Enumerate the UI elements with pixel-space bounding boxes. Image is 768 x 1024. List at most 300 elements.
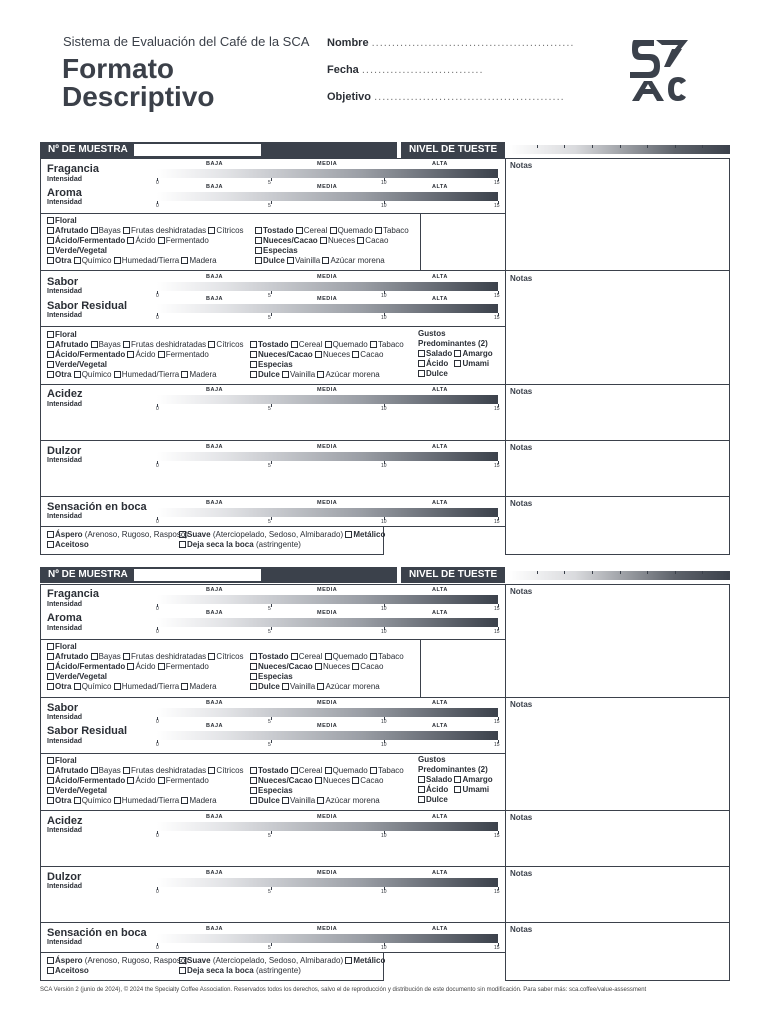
descriptor-tostado: Tostado [258, 340, 289, 349]
boca-suave: Suave [187, 956, 211, 965]
notas-box[interactable] [505, 158, 730, 271]
scale-number: 0 [156, 742, 159, 748]
checkbox[interactable] [208, 767, 215, 774]
checkbox[interactable] [255, 257, 262, 264]
roast-tick [647, 571, 648, 574]
boca-aceitoso: Aceitoso [55, 540, 89, 549]
intensity-gradient-bar[interactable] [157, 282, 498, 291]
scale-label-alta: ALTA [432, 870, 448, 876]
checkbox[interactable] [317, 683, 324, 690]
checkbox[interactable] [158, 351, 165, 358]
scale-number: 0 [156, 293, 159, 299]
roast-tick [647, 145, 648, 148]
scale-tick [271, 943, 272, 946]
sabor-descriptors-right [250, 340, 404, 380]
descriptor-verde: Verde/Vegetal [55, 246, 108, 255]
checkbox[interactable] [123, 341, 130, 348]
checkbox[interactable] [47, 957, 54, 964]
checkbox[interactable] [454, 776, 461, 783]
scale-number: 5 [268, 833, 271, 839]
scale-label-media: MEDIA [317, 723, 338, 729]
scale-label-baja: BAJA [206, 296, 223, 302]
descriptor-cereal: Cereal [298, 340, 323, 349]
intensidad-label: Intensidad [47, 288, 83, 295]
descriptor-tostado: Tostado [258, 766, 289, 775]
boca-suave-detail: (Aterciopelado, Sedoso, Almibarado) [212, 530, 344, 539]
checkbox[interactable] [345, 531, 352, 538]
form-title-line2: Descriptivo [62, 81, 215, 112]
checkbox[interactable] [208, 227, 215, 234]
boca-aspero-detail: (Arenoso, Rugoso, Rasposo) [84, 956, 188, 965]
checkbox[interactable] [158, 777, 165, 784]
scale-tick [271, 178, 272, 181]
sample-number-input[interactable] [134, 569, 261, 581]
gusto-amargo: Amargo [462, 775, 493, 784]
scale-number: 15 [494, 519, 500, 525]
descriptor-floral: Floral [55, 756, 77, 765]
checkbox[interactable] [291, 341, 298, 348]
scale-number: 15 [494, 315, 500, 321]
checkbox[interactable] [250, 673, 257, 680]
notas-box[interactable] [505, 440, 730, 497]
scale-label-alta: ALTA [432, 387, 448, 393]
scale-tick [271, 887, 272, 890]
boca-aspero: Áspero [55, 530, 83, 539]
scale-number: 10 [381, 742, 387, 748]
checkbox[interactable] [296, 227, 303, 234]
gusto-salado: Salado [426, 349, 453, 358]
checkbox[interactable] [47, 341, 54, 348]
checkbox[interactable] [123, 227, 130, 234]
checkbox[interactable] [250, 777, 257, 784]
checkbox[interactable] [250, 341, 257, 348]
checkbox[interactable] [47, 673, 54, 680]
checkbox[interactable] [250, 361, 257, 368]
checkbox[interactable] [74, 257, 81, 264]
checkbox[interactable] [47, 653, 54, 660]
descriptor-frutas: Frutas deshidratadas [131, 766, 207, 775]
fecha-label: Fecha [327, 64, 359, 76]
checkbox[interactable] [179, 967, 186, 974]
checkbox[interactable] [123, 767, 130, 774]
scale-number: 15 [494, 293, 500, 299]
sabor-descriptors-right [250, 766, 404, 806]
checkbox[interactable] [114, 683, 121, 690]
checkbox[interactable] [282, 371, 289, 378]
scale-number: 15 [494, 203, 500, 209]
checkbox[interactable] [181, 797, 188, 804]
descriptor-especias: Especias [258, 786, 293, 795]
notas-box[interactable] [505, 584, 730, 698]
checkbox[interactable] [418, 786, 425, 793]
checkbox[interactable] [181, 371, 188, 378]
sensacion-descriptors-right [179, 530, 385, 550]
notas-box[interactable] [505, 697, 730, 811]
checkbox[interactable] [47, 371, 54, 378]
checkbox[interactable] [418, 350, 425, 357]
checkbox[interactable] [250, 351, 257, 358]
form-subtitle: Sistema de Evaluación del Café de la SCA [63, 34, 310, 49]
sabor-descriptors [47, 756, 244, 806]
checkbox[interactable] [127, 777, 134, 784]
notas-box[interactable] [505, 922, 730, 981]
checkbox[interactable] [352, 351, 359, 358]
boca-suave-detail: (Aterciopelado, Sedoso, Almibarado) [212, 956, 344, 965]
descriptor-nueces: Nueces [322, 662, 351, 671]
scale-tick [271, 604, 272, 607]
sabor-descriptors [47, 330, 244, 380]
descriptor-bayas: Bayas [98, 766, 121, 775]
checkbox[interactable] [179, 541, 186, 548]
scale-label-baja: BAJA [206, 723, 223, 729]
scale-label-media: MEDIA [317, 161, 338, 167]
notas-box[interactable] [505, 384, 730, 441]
checkbox[interactable] [375, 227, 382, 234]
scale-label-alta: ALTA [432, 274, 448, 280]
checkbox[interactable] [181, 683, 188, 690]
descriptor-floral: Floral [55, 216, 77, 225]
checkbox[interactable] [322, 257, 329, 264]
checkbox[interactable] [47, 683, 54, 690]
scale-tick [271, 201, 272, 204]
intensity-gradient-bar[interactable] [157, 878, 498, 887]
nombre-field[interactable] [327, 37, 574, 49]
intensity-gradient-bar[interactable] [157, 192, 498, 201]
checkbox[interactable] [47, 351, 54, 358]
scale-label-media: MEDIA [317, 700, 338, 706]
descriptor-acido-fermentado: Ácido/Fermentado [55, 662, 126, 671]
descriptor-tabaco: Tabaco [382, 226, 409, 235]
sample-number-label: Nº DE MUESTRA [48, 569, 128, 580]
descriptor-madera: Madera [189, 796, 217, 805]
descriptor-especias: Especias [258, 672, 293, 681]
intensidad-label: Intensidad [47, 827, 83, 834]
checkbox[interactable] [127, 351, 134, 358]
intensity-gradient-bar[interactable] [157, 304, 498, 313]
scale-tick [271, 517, 272, 520]
scale-label-baja: BAJA [206, 184, 223, 190]
notas-box[interactable] [505, 496, 730, 555]
scale-tick [271, 831, 272, 834]
descriptor-otra: Otra [55, 256, 72, 265]
notas-label: Notas [510, 587, 533, 596]
scale-label-baja: BAJA [206, 587, 223, 593]
nombre-label: Nombre [327, 37, 369, 49]
descriptor-quimico: Químico [81, 796, 112, 805]
scale-number: 5 [268, 180, 271, 186]
intensity-gradient-bar[interactable] [157, 169, 498, 178]
intensity-gradient-bar[interactable] [157, 595, 498, 604]
checkbox[interactable] [91, 341, 98, 348]
checkbox[interactable] [47, 531, 54, 538]
checkbox[interactable] [370, 767, 377, 774]
checkbox[interactable] [91, 653, 98, 660]
checkbox[interactable] [74, 683, 81, 690]
intensity-gradient-bar[interactable] [157, 708, 498, 717]
roast-level-label: NIVEL DE TUESTE [401, 567, 505, 583]
acidez-label: Acidez [47, 815, 83, 827]
checkbox[interactable] [250, 653, 257, 660]
intensity-gradient-bar[interactable] [157, 731, 498, 740]
checkbox[interactable] [250, 371, 257, 378]
checkbox[interactable] [179, 531, 186, 538]
intensidad-label: Intensidad [47, 457, 83, 464]
notas-label: Notas [510, 387, 533, 396]
checkbox[interactable] [47, 541, 54, 548]
sca-logo-icon [624, 37, 690, 103]
fecha-dots: .............................. [361, 64, 484, 76]
scale-tick [271, 717, 272, 720]
roast-tick [675, 571, 676, 574]
checkbox[interactable] [127, 237, 134, 244]
checkbox[interactable] [325, 653, 332, 660]
scale-number: 10 [381, 945, 387, 951]
scale-label-baja: BAJA [206, 814, 223, 820]
checkbox[interactable] [255, 227, 262, 234]
checkbox[interactable] [47, 237, 54, 244]
scale-number: 15 [494, 889, 500, 895]
fecha-field[interactable] [327, 64, 484, 76]
sabor-residual-label: Sabor Residual [47, 725, 128, 737]
checkbox[interactable] [250, 767, 257, 774]
aroma-label: Aroma [47, 187, 82, 199]
descriptor-nueces-cacao: Nueces/Cacao [258, 662, 313, 671]
descriptor-nueces: Nueces [322, 776, 351, 785]
descriptor-dulce: Dulce [258, 370, 280, 379]
checkbox[interactable] [123, 653, 130, 660]
checkbox[interactable] [208, 341, 215, 348]
descriptor-madera: Madera [189, 682, 217, 691]
descriptor-azucar: Azúcar morena [325, 682, 380, 691]
checkbox[interactable] [454, 360, 461, 367]
descriptor-acido: Ácido [135, 662, 156, 671]
checkbox[interactable] [47, 227, 54, 234]
checkbox[interactable] [370, 653, 377, 660]
checkbox[interactable] [47, 797, 54, 804]
scale-number: 0 [156, 719, 159, 725]
checkbox[interactable] [47, 967, 54, 974]
checkbox[interactable] [114, 797, 121, 804]
scale-label-alta: ALTA [432, 500, 448, 506]
descriptor-nueces: Nueces [327, 236, 356, 245]
checkbox[interactable] [418, 360, 425, 367]
checkbox[interactable] [315, 351, 322, 358]
descriptor-citricos: Cítricos [216, 340, 244, 349]
scale-number: 10 [381, 463, 387, 469]
checkbox[interactable] [179, 957, 186, 964]
descriptor-verde: Verde/Vegetal [55, 786, 108, 795]
checkbox[interactable] [158, 237, 165, 244]
checkbox[interactable] [325, 767, 332, 774]
intensity-gradient-bar[interactable] [157, 508, 498, 517]
descriptor-cereal: Cereal [303, 226, 328, 235]
descriptor-dulce: Dulce [258, 796, 280, 805]
checkbox[interactable] [250, 663, 257, 670]
intensidad-label: Intensidad [47, 883, 83, 890]
intensidad-label: Intensidad [47, 312, 83, 319]
checkbox[interactable] [181, 257, 188, 264]
scale-number: 0 [156, 180, 159, 186]
checkbox[interactable] [91, 227, 98, 234]
checkbox[interactable] [250, 787, 257, 794]
scale-number: 0 [156, 889, 159, 895]
scale-number: 15 [494, 606, 500, 612]
checkbox[interactable] [418, 776, 425, 783]
notas-label: Notas [510, 161, 533, 170]
scale-number: 0 [156, 406, 159, 412]
checkbox[interactable] [47, 643, 54, 650]
notas-box[interactable] [505, 810, 730, 867]
checkbox[interactable] [74, 371, 81, 378]
checkbox[interactable] [250, 797, 257, 804]
scale-label-baja: BAJA [206, 444, 223, 450]
checkbox[interactable] [91, 767, 98, 774]
descriptor-tabaco: Tabaco [377, 766, 404, 775]
checkbox[interactable] [320, 237, 327, 244]
descriptor-frutas: Frutas deshidratadas [131, 340, 207, 349]
intensidad-label: Intensidad [47, 939, 83, 946]
checkbox[interactable] [255, 247, 262, 254]
scale-number: 5 [268, 606, 271, 612]
checkbox[interactable] [47, 361, 54, 368]
checkbox[interactable] [282, 683, 289, 690]
checkbox[interactable] [357, 237, 364, 244]
checkbox[interactable] [352, 777, 359, 784]
checkbox[interactable] [47, 777, 54, 784]
scale-number: 10 [381, 629, 387, 635]
gustos-predominantes [418, 755, 493, 805]
checkbox[interactable] [47, 787, 54, 794]
notas-box[interactable] [505, 270, 730, 385]
checkbox[interactable] [114, 371, 121, 378]
checkbox[interactable] [345, 957, 352, 964]
scale-label-alta: ALTA [432, 700, 448, 706]
scale-number: 5 [268, 629, 271, 635]
scale-number: 10 [381, 180, 387, 186]
descriptor-citricos: Cítricos [216, 226, 244, 235]
checkbox[interactable] [330, 227, 337, 234]
scale-label-media: MEDIA [317, 184, 338, 190]
checkbox[interactable] [454, 350, 461, 357]
scale-label-baja: BAJA [206, 610, 223, 616]
checkbox[interactable] [74, 797, 81, 804]
scale-number: 5 [268, 519, 271, 525]
notas-box[interactable] [505, 866, 730, 923]
checkbox[interactable] [282, 797, 289, 804]
checkbox[interactable] [291, 767, 298, 774]
intensidad-label: Intensidad [47, 714, 83, 721]
scale-number: 5 [268, 315, 271, 321]
descriptor-tostado: Tostado [258, 652, 289, 661]
descriptor-tostado: Tostado [263, 226, 294, 235]
descriptor-frutas: Frutas deshidratadas [131, 652, 207, 661]
checkbox[interactable] [208, 653, 215, 660]
descriptor-tabaco: Tabaco [377, 340, 404, 349]
objetivo-field[interactable] [327, 91, 565, 103]
checkbox[interactable] [418, 796, 425, 803]
boca-aspero-detail: (Arenoso, Rugoso, Rasposo) [84, 530, 188, 539]
objetivo-label: Objetivo [327, 91, 372, 103]
notas-label: Notas [510, 700, 533, 709]
scale-label-media: MEDIA [317, 870, 338, 876]
scale-number: 5 [268, 889, 271, 895]
aroma-descriptors-right [255, 226, 409, 266]
objetivo-dots: ............................................... [374, 91, 565, 103]
checkbox[interactable] [291, 653, 298, 660]
scale-number: 10 [381, 293, 387, 299]
descriptor-citricos: Cítricos [216, 766, 244, 775]
checkbox[interactable] [47, 757, 54, 764]
checkbox[interactable] [255, 237, 262, 244]
descriptor-bayas: Bayas [98, 340, 121, 349]
descriptor-floral: Floral [55, 642, 77, 651]
checkbox[interactable] [352, 663, 359, 670]
checkbox[interactable] [287, 257, 294, 264]
intensity-gradient-bar[interactable] [157, 618, 498, 627]
gusto-dulce: Dulce [426, 369, 448, 378]
descriptor-azucar: Azúcar morena [325, 796, 380, 805]
descriptor-cereal: Cereal [298, 652, 323, 661]
scale-label-media: MEDIA [317, 587, 338, 593]
checkbox[interactable] [317, 371, 324, 378]
checkbox[interactable] [47, 247, 54, 254]
intensity-gradient-bar[interactable] [157, 452, 498, 461]
checkbox[interactable] [47, 331, 54, 338]
checkbox[interactable] [317, 797, 324, 804]
checkbox[interactable] [47, 257, 54, 264]
checkbox[interactable] [47, 217, 54, 224]
intensity-gradient-bar[interactable] [157, 822, 498, 831]
checkbox[interactable] [370, 341, 377, 348]
checkbox[interactable] [114, 257, 121, 264]
checkbox[interactable] [325, 341, 332, 348]
descriptor-bayas: Bayas [98, 652, 121, 661]
checkbox[interactable] [158, 663, 165, 670]
sample-number-input[interactable] [134, 144, 261, 156]
descriptor-nueces-cacao: Nueces/Cacao [258, 350, 313, 359]
dulzor-label: Dulzor [47, 871, 82, 883]
intensidad-label: Intensidad [47, 738, 83, 745]
checkbox[interactable] [47, 663, 54, 670]
intensidad-label: Intensidad [47, 199, 83, 206]
checkbox[interactable] [127, 663, 134, 670]
descriptor-humedad: Humedad/Tierra [121, 796, 180, 805]
descriptor-quimico: Químico [81, 370, 112, 379]
descriptor-verde: Verde/Vegetal [55, 672, 108, 681]
checkbox[interactable] [315, 663, 322, 670]
checkbox[interactable] [250, 683, 257, 690]
checkbox[interactable] [454, 786, 461, 793]
scale-label-alta: ALTA [432, 723, 448, 729]
intensity-gradient-bar[interactable] [157, 395, 498, 404]
checkbox[interactable] [315, 777, 322, 784]
descriptor-acido-fermentado: Ácido/Fermentado [55, 350, 126, 359]
intensidad-label: Intensidad [47, 513, 83, 520]
scale-tick [271, 313, 272, 316]
notas-label: Notas [510, 925, 533, 934]
descriptor-otra: Otra [55, 370, 72, 379]
scale-number: 15 [494, 463, 500, 469]
descriptor-madera: Madera [189, 370, 217, 379]
descriptor-acido: Ácido [135, 350, 156, 359]
scale-number: 0 [156, 945, 159, 951]
intensity-gradient-bar[interactable] [157, 934, 498, 943]
checkbox[interactable] [47, 767, 54, 774]
checkbox[interactable] [418, 370, 425, 377]
descriptor-floral: Floral [55, 330, 77, 339]
scale-tick [271, 291, 272, 294]
descriptor-citricos: Cítricos [216, 652, 244, 661]
